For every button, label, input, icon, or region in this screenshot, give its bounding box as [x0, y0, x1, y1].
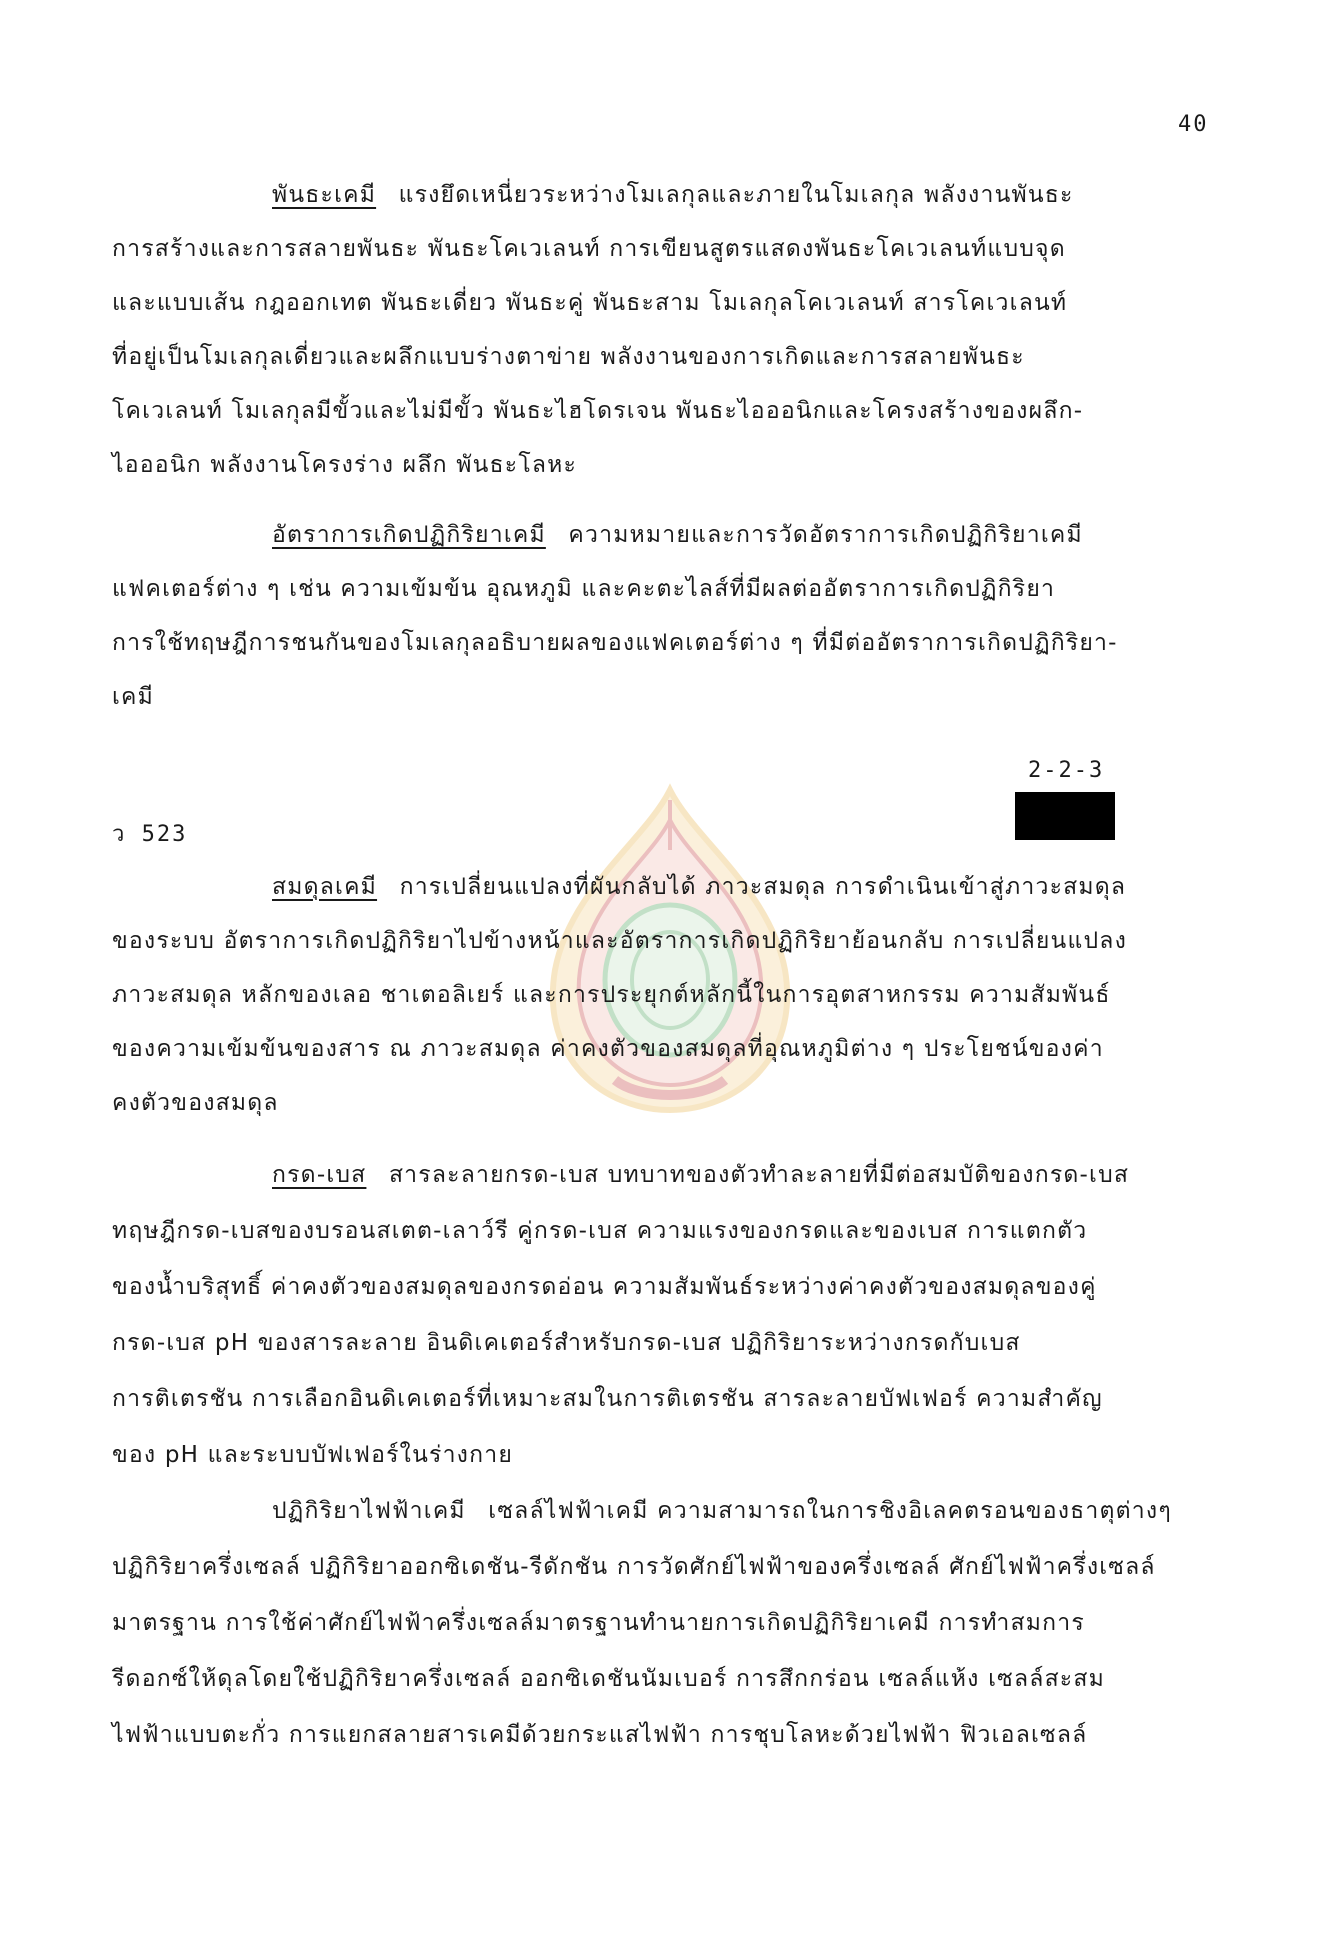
text-line: ไอออนิก พลังงานโครงร่าง ผลึก พันธะโลหะ: [112, 452, 578, 478]
text-line: การใช้ทฤษฎีการชนกันของโมเลกุลอธิบายผลของแฟคเตอร์ต่าง ๆ ที่มีต่ออัตราการเกิดปฏิกิริยา-: [112, 630, 1118, 656]
text-line: ของน้ำบริสุทธิ์ ค่าคงตัวของสมดุลของกรดอ่อน ความสัมพันธ์ระหว่างค่าคงตัวของสมดุลของคู่: [112, 1274, 1097, 1300]
text-line: ไฟฟ้าแบบตะกั่ว การแยกสลายสารเคมีด้วยกระแสไฟฟ้า การชุบโลหะด้วยไฟฟ้า ฟิวเอลเซลล์: [112, 1722, 1088, 1748]
text-line: ของความเข้มข้นของสาร ณ ภาวะสมดุล ค่าคงตัวของสมดุลที่อุณหภูมิต่าง ๆ ประโยชน์ของค่า: [112, 1036, 1104, 1062]
text-line: การสร้างและการสลายพันธะ พันธะโคเวเลนท์ การเขียนสูตรแสดงพันธะโคเวเลนท์แบบจุด: [112, 236, 1066, 262]
text-line: สารละลายกรด-เบส บทบาทของตัวทำละลายที่มีต่อสมบัติของกรด-เบส: [388, 1162, 1130, 1188]
section-heading: พันธะเคมี: [272, 182, 377, 208]
text-line: การติเตรชัน การเลือกอินดิเคเตอร์ที่เหมาะสมในการติเตรชัน สารละลายบัฟเฟอร์ ความสำคัญ: [112, 1386, 1103, 1412]
text-line: แรงยึดเหนี่ยวระหว่างโมเลกุลและภายในโมเลกุล พลังงานพันธะ: [398, 182, 1074, 208]
section-heading: อัตราการเกิดปฏิกิริยาเคมี: [272, 522, 546, 548]
text-line: มาตรฐาน การใช้ค่าศักย์ไฟฟ้าครึ่งเซลล์มาตรฐานทำนายการเกิดปฏิกิริยาเคมี การทำสมการ: [112, 1610, 1085, 1636]
text-line: เคมี: [112, 684, 155, 710]
text-line: คงตัวของสมดุล: [112, 1090, 279, 1116]
text-line: ภาวะสมดุล หลักของเลอ ชาเตอลิเยร์ และการประยุกต์หลักนี้ในการอุตสาหกรรม ความสัมพันธ์: [112, 982, 1111, 1008]
section-heading: สมดุลเคมี: [272, 874, 378, 900]
text-line: แฟคเตอร์ต่าง ๆ เช่น ความเข้มข้น อุณหภูมิ และคะตะไลส์ที่มีผลต่ออัตราการเกิดปฏิกิริยา: [112, 576, 1056, 602]
page-number: 40: [1178, 112, 1209, 137]
text-line: รีดอกซ์ให้ดุลโดยใช้ปฏิกิริยาครึ่งเซลล์ ออกซิเดชันนัมเบอร์ การสึกกร่อน เซลล์แห้ง เซลล์สะสม: [112, 1666, 1105, 1692]
text-line: ปฏิกิริยาครึ่งเซลล์ ปฏิกิริยาออกซิเดชัน-รีดักชัน การวัดศักย์ไฟฟ้าของครึ่งเซลล์ ศักย์ไฟฟ้าครึ่งเซลล์: [112, 1554, 1156, 1580]
text-line: โคเวเลนท์ โมเลกุลมีขั้วและไม่มีขั้ว พันธะไฮโดรเจน พันธะไอออนิกและโครงสร้างของผลึก-: [112, 398, 1084, 424]
text-line: กรด-เบส pH ของสารละลาย อินดิเคเตอร์สำหรับกรด-เบส ปฏิกิริยาระหว่างกรดกับเบส: [112, 1330, 1021, 1356]
section-heading: ปฏิกิริยาไฟฟ้าเคมี: [272, 1498, 466, 1524]
text-line: การเปลี่ยนแปลงที่ผันกลับได้ ภาวะสมดุล การดำเนินเข้าสู่ภาวะสมดุล: [399, 874, 1127, 900]
course-code-left: ว 523: [112, 822, 188, 847]
text-line: ของระบบ อัตราการเกิดปฏิกิริยาไปข้างหน้าและอัตราการเกิดปฏิกิริยาย้อนกลับ การเปลี่ยนแปลง: [112, 928, 1128, 954]
text-line: และแบบเส้น กฎออกเทต พันธะเดี่ยว พันธะคู่ พันธะสาม โมเลกุลโคเวเลนท์ สารโคเวเลนท์: [112, 290, 1068, 316]
text-line: ความหมายและการวัดอัตราการเกิดปฏิกิริยาเคมี: [568, 522, 1083, 548]
course-code-right: 2-2-3: [1028, 758, 1105, 783]
text-line: ของ pH และระบบบัฟเฟอร์ในร่างกาย: [112, 1442, 514, 1468]
section-heading: กรด-เบส: [272, 1162, 367, 1188]
text-line: ที่อยู่เป็นโมเลกุลเดี่ยวและผลึกแบบร่างตาข่าย พลังงานของการเกิดและการสลายพันธะ: [112, 344, 1025, 370]
redaction-box: [1015, 792, 1115, 840]
text-line: ทฤษฎีกรด-เบสของบรอนสเตต-เลาว์รี คู่กรด-เบส ความแรงของกรดและของเบส การแตกตัว: [112, 1218, 1088, 1244]
text-line: เซลล์ไฟฟ้าเคมี ความสามารถในการชิงอิเลคตรอนของธาตุต่างๆ: [488, 1498, 1172, 1524]
